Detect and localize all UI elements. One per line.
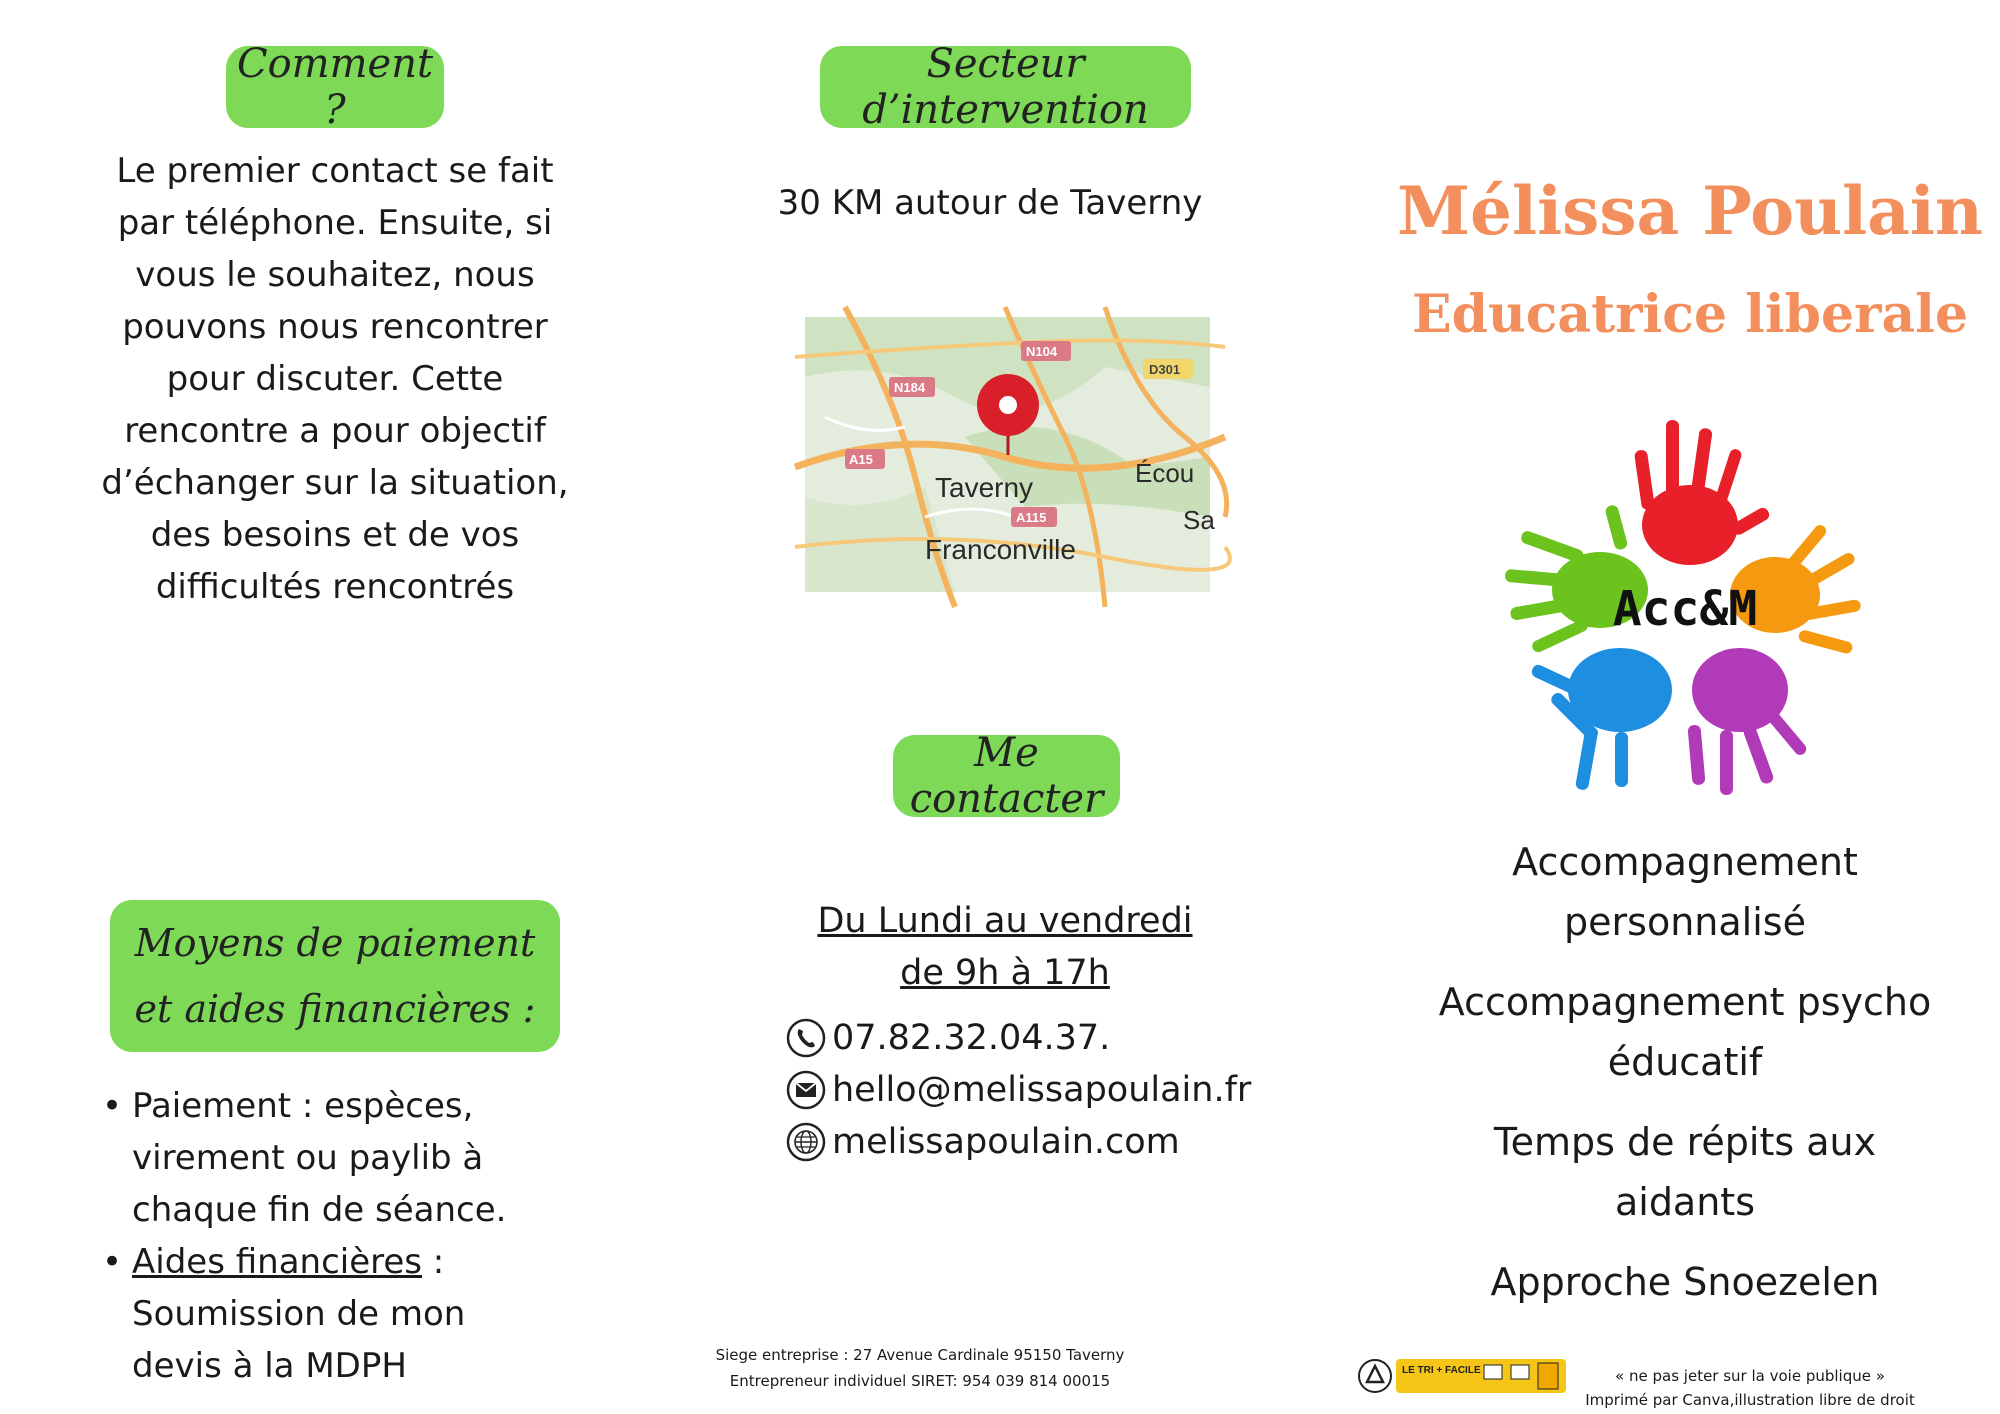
map-label-sa: Sa (1183, 505, 1215, 535)
financial-aid-label: Aides financières (132, 1242, 422, 1282)
comment-title: Comment ? (226, 46, 444, 128)
payment-list (100, 1080, 560, 1392)
email-icon (786, 1070, 826, 1110)
service-item: Accompagnement psycho éducatif (1438, 980, 1932, 1084)
person-name: Mélissa Poulain (1396, 172, 1983, 250)
map-label-n104: N104 (1026, 344, 1058, 359)
contact-title: Me contacter (893, 735, 1120, 817)
hours-line-2: de 9h à 17h (900, 953, 1110, 993)
map-label-franconville: Franconville (925, 534, 1076, 565)
map-label-a115: A115 (1016, 510, 1047, 525)
hands-logo (1490, 420, 1880, 800)
service-item: Approche Snoezelen (1490, 1260, 1880, 1304)
service-item: Temps de répits aux aidants (1493, 1120, 1877, 1224)
disposal-notice: « ne pas jeter sur la voie publique » (1615, 1367, 1885, 1385)
hours-line-1: Du Lundi au vendredi (817, 901, 1193, 941)
map-label-n184: N184 (894, 380, 926, 395)
logo-text: Acc&M (1612, 581, 1758, 637)
company-footer (690, 1342, 1150, 1394)
phone-number[interactable]: 07.82.32.04.37. (832, 1018, 1111, 1058)
job-title: Educatrice liberale (1411, 284, 1969, 345)
comment-text: Le premier contact se fait par téléphone. Ensuite, si vous le souhaitez, nous pouvons nous rencontrer pour discuter. Cette rencontre a pour objectif d’échanger sur la situation, des besoins et de vos difficultés rencontrés (101, 151, 569, 607)
print-footer (1560, 1364, 1940, 1412)
map-label-ecouen: Écou (1135, 458, 1195, 488)
globe-icon (786, 1122, 826, 1162)
email-address[interactable]: hello@melissapoulain.fr (832, 1070, 1252, 1110)
phone-row[interactable] (786, 1012, 1110, 1064)
secteur-text: 30 KM autour de Taverny (777, 183, 1203, 223)
secteur-title: Secteur d’intervention (820, 46, 1191, 128)
map-image (805, 317, 1215, 592)
company-siret: Entrepreneur individuel SIRET: 954 039 814 00015 (729, 1372, 1111, 1390)
opening-hours (780, 895, 1230, 999)
email-row[interactable] (786, 1064, 1251, 1116)
recycling-logo (1356, 1355, 1566, 1397)
phone-icon (786, 1018, 826, 1058)
service-item: Accompagnement personnalisé (1512, 840, 1858, 944)
website-url[interactable]: melissapoulain.com (832, 1122, 1180, 1162)
map-label-taverny: Taverny (935, 472, 1034, 503)
print-credit: Imprimé par Canva,illustration libre de droit (1585, 1391, 1915, 1409)
website-row[interactable] (786, 1116, 1180, 1168)
payment-item: • Aides financières : Soumission de mon devis à la MDPH (102, 1242, 466, 1386)
payment-item: • Paiement : espèces, virement ou paylib à chaque fin de séance. (102, 1086, 507, 1230)
recycle-text: LE TRI + FACILE (1402, 1365, 1481, 1376)
financial-aid-text: : Soumission de mon devis à la MDPH (132, 1242, 466, 1386)
payment-title: Moyens de paiement et aides financières : (110, 900, 560, 1052)
company-address: Siege entreprise : 27 Avenue Cardinale 95150 Taverny (715, 1346, 1125, 1364)
payment-item-text: Paiement : espèces, virement ou paylib à chaque fin de séance. (132, 1086, 507, 1230)
map-label-a15: A15 (849, 452, 873, 467)
map-label-d301: D301 (1149, 362, 1181, 377)
